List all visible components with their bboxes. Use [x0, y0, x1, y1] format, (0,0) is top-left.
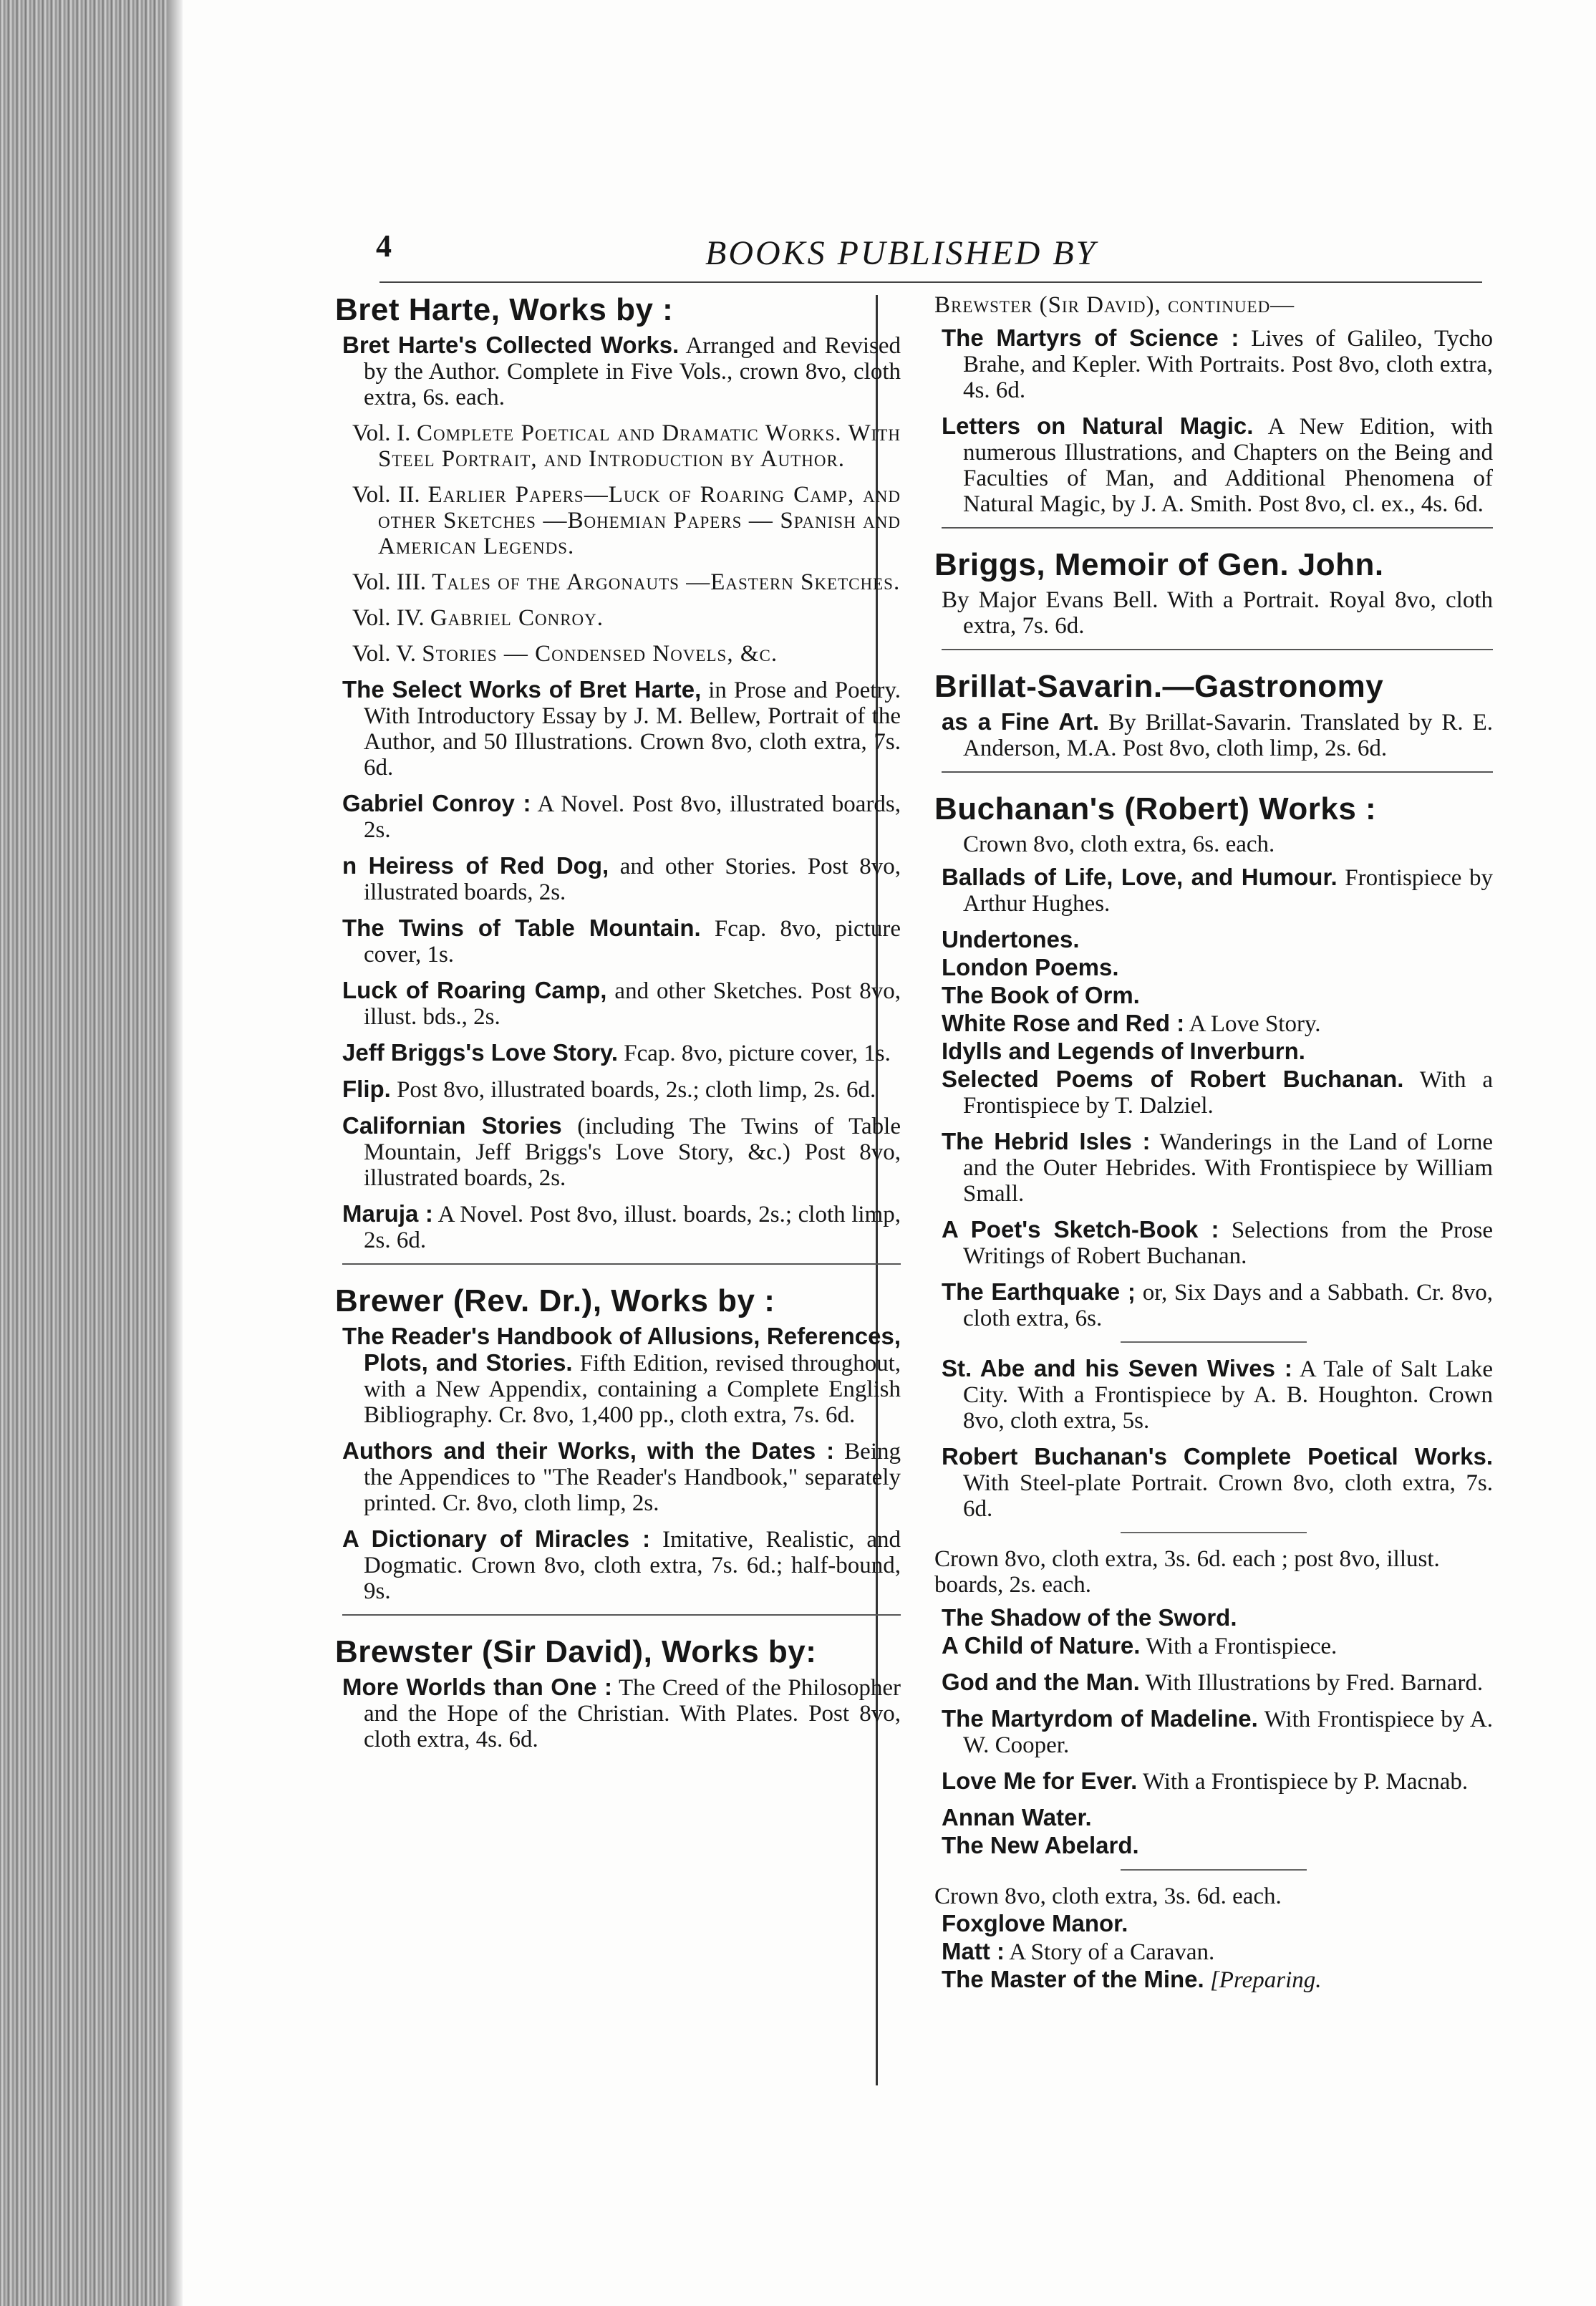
entry-love-me-for-ever [934, 1768, 1493, 1795]
entry-title: Letters on Natural Magic. [942, 413, 1254, 439]
entry-title: White Rose and Red : [942, 1010, 1185, 1036]
entry-child-of-nature [934, 1633, 1493, 1659]
entry-desc: (including The Twins of Table Mountain, Jeff Briggs's Love Story, &c.) Post 8vo, illustrated boards, 2s. [364, 1114, 901, 1191]
entry-title: The Martyrdom of Madeline. [942, 1705, 1258, 1732]
section-rule [942, 771, 1493, 773]
entry-title: St. Abe and his Seven Wives : [942, 1355, 1292, 1381]
entry-title: A Dictionary of Miracles : [342, 1525, 651, 1552]
entry-title: God and the Man. [942, 1669, 1140, 1695]
entry-title: A Child of Nature. [942, 1632, 1141, 1659]
entry-title: Luck of Roaring Camp, [342, 977, 607, 1003]
vol-text: Gabriel Conroy. [430, 605, 604, 631]
entry-earthquake [934, 1279, 1493, 1331]
entry-desc: and other Sketches. Post 8vo, illust. bds., 2s. [364, 978, 901, 1030]
entry-annan-water [934, 1805, 1493, 1831]
section-rule [342, 1614, 901, 1616]
entry-more-worlds [335, 1674, 901, 1752]
entry-desc: Selections from the Prose Writings of Robert Buchanan. [963, 1217, 1494, 1269]
entry-desc: With Steel-plate Portrait. Crown 8vo, cloth extra, 7s. 6d. [963, 1470, 1493, 1522]
entry-desc: With a Frontispiece. [1146, 1634, 1338, 1659]
entry-title: The Book of Orm. [942, 982, 1140, 1008]
section-rule [942, 527, 1493, 529]
entry-title: The Select Works of Bret Harte, [342, 676, 702, 703]
entry-title: The New Abelard. [942, 1832, 1139, 1858]
entry-gastronomy [934, 709, 1493, 761]
vol-text: Tales of the Argonauts —Eastern Sketches. [432, 569, 901, 595]
vol-text: Stories — Condensed Novels, &c. [422, 641, 778, 667]
entry-select-works [335, 677, 901, 781]
entry-vol-4 [335, 605, 901, 631]
entry-title: Matt : [942, 1938, 1005, 1964]
section-heading-brewster-continued: Brewster (Sir David), continued— [934, 292, 1295, 318]
section-heading-buchanan: Buchanan's (Robert) Works : [934, 791, 1377, 826]
entry-title: Robert Buchanan's Complete Poetical Works. [942, 1443, 1493, 1470]
entry-title: n Heiress of Red Dog, [342, 852, 609, 879]
entry-selected-poems [934, 1066, 1493, 1119]
entry-desc: With a Frontispiece by T. Dalziel. [963, 1067, 1494, 1119]
left-column [335, 292, 901, 1762]
entry-foxglove-manor [934, 1911, 1493, 1937]
entry-desc: Fifth Edition, revised throughout, with a New Appendix, containing a Complete English Bibliography. Cr. 8vo, 1,400 pp., cloth extra, 7s. 6d. [364, 1351, 901, 1428]
entry-dictionary-miracles [335, 1526, 901, 1604]
entry-desc: and other Stories. Post 8vo, illustrated boards, 2s. [364, 854, 901, 905]
entry-title: The Twins of Table Mountain. [342, 915, 701, 941]
entry-vol-3 [335, 569, 901, 595]
entry-desc: Imitative, Realistic, and Dogmatic. Crown 8vo, cloth extra, 7s. 6d.; half-bound, 9s. [364, 1527, 901, 1604]
entry-title: Californian Stories [342, 1112, 562, 1139]
entry-title: Foxglove Manor. [942, 1910, 1128, 1936]
vol-label: Vol. III. [352, 569, 426, 595]
entry-title: Maruja : [342, 1200, 433, 1227]
entry-title: as a Fine Art. [942, 708, 1100, 735]
entry-briggs-memoir [934, 587, 1493, 639]
vol-label: Vol. IV. [352, 605, 425, 631]
entry-readers-handbook [335, 1323, 901, 1428]
entry-title: The Shadow of the Sword. [942, 1604, 1237, 1631]
entry-title: The Hebrid Isles : [942, 1128, 1151, 1154]
section-heading-brewster: Brewster (Sir David), Works by: [335, 1634, 817, 1669]
entry-title: More Worlds than One : [342, 1674, 612, 1700]
entry-desc: A Story of a Caravan. [1009, 1939, 1215, 1965]
price-note: Crown 8vo, cloth extra, 3s. 6d. each ; post 8vo, illust. boards, 2s. each. [934, 1546, 1440, 1598]
section-heading-brillat-savarin: Brillat-Savarin.—Gastronomy [934, 669, 1384, 704]
section-rule [942, 649, 1493, 650]
entry-desc: A Tale of Salt Lake City. With a Frontispiece by A. B. Houghton. Crown 8vo, cloth extra, 5s. [963, 1356, 1493, 1434]
entry-desc: With Frontispiece by A. W. Cooper. [963, 1707, 1493, 1758]
entry-desc: A Novel. Post 8vo, illustrated boards, 2s. [364, 791, 901, 843]
entry-god-and-man [934, 1669, 1493, 1696]
entry-maruja [335, 1201, 901, 1253]
entry-title: Gabriel Conroy : [342, 790, 531, 816]
vol-label: Vol. I. [352, 420, 411, 446]
entry-title: A Poet's Sketch-Book : [942, 1216, 1219, 1243]
entry-desc: Being the Appendices to "The Reader's Handbook," separately printed. Cr. 8vo, cloth limp, 2s. [364, 1439, 901, 1516]
entry-title: Selected Poems of Robert Buchanan. [942, 1066, 1404, 1092]
section-heading-brewer: Brewer (Rev. Dr.), Works by : [335, 1283, 775, 1318]
entry-desc: in Prose and Poetry. With Introductory Essay by J. M. Bellew, Portrait of the Author, and 50 Illustrations. Crown 8vo, cloth extra, 7s. 6d. [364, 677, 901, 781]
entry-st-abe [934, 1356, 1493, 1434]
entry-book-of-orm [934, 983, 1493, 1009]
entry-desc: or, Six Days and a Sabbath. Cr. 8vo, cloth extra, 6s. [963, 1280, 1493, 1331]
entry-complete-poetical-works [934, 1444, 1493, 1522]
entry-desc: Lives of Galileo, Tycho Brahe, and Kepler. With Portraits. Post 8vo, cloth extra, 4s. 6d. [963, 326, 1494, 403]
entry-title: London Poems. [942, 954, 1119, 980]
vol-text: Complete Poetical and Dramatic Works. With Steel Portrait, and Introduction by Author. [378, 420, 901, 472]
entry-letters-natural-magic [934, 413, 1493, 517]
entry-title: The Reader's Handbook of Allusions, References, Plots, and Stories. [342, 1323, 901, 1376]
entry-martyrs-science [934, 325, 1493, 403]
entry-authors-works [335, 1438, 901, 1516]
section-heading-bret-harte: Bret Harte, Works by : [335, 292, 674, 327]
price-note: Crown 8vo, cloth extra, 6s. each. [963, 831, 1275, 857]
entry-desc: A Love Story. [1189, 1011, 1321, 1037]
entry-note: [Preparing. [1209, 1967, 1322, 1993]
entry-title: Bret Harte's Collected Works. [342, 332, 679, 358]
entry-vol-1 [335, 420, 901, 472]
entry-title: Authors and their Works, with the Dates : [342, 1437, 835, 1464]
entry-title: The Martyrs of Science : [942, 324, 1239, 351]
entry-matt [934, 1939, 1493, 1965]
running-head: BOOKS PUBLISHED BY [705, 234, 1098, 272]
entry-ballads [934, 864, 1493, 917]
entry-white-rose [934, 1010, 1493, 1037]
entry-new-abelard [934, 1833, 1493, 1859]
short-rule [1121, 1341, 1307, 1343]
vol-text: Earlier Papers—Luck of Roaring Camp, and other Sketches —Bohemian Papers — Spanish and American Legends. [378, 482, 901, 559]
entry-vol-2 [335, 482, 901, 559]
price-note: Crown 8vo, cloth extra, 3s. 6d. each. [934, 1883, 1282, 1909]
entry-master-of-mine [934, 1967, 1493, 1993]
entry-collected-works [335, 332, 901, 410]
book-page-edge [0, 0, 183, 2306]
entry-desc: With Illustrations by Fred. Barnard. [1145, 1670, 1484, 1696]
entry-title: Undertones. [942, 926, 1080, 952]
entry-flip [335, 1076, 901, 1103]
entry-undertones [934, 927, 1493, 953]
entry-desc: With a Frontispiece by P. Macnab. [1142, 1769, 1469, 1795]
short-rule [1121, 1869, 1307, 1871]
header-rule [379, 281, 1482, 283]
entry-twins-table-mountain [335, 915, 901, 968]
entry-desc: Frontispiece by Arthur Hughes. [963, 865, 1493, 917]
entry-desc: Post 8vo, illustrated boards, 2s.; cloth limp, 2s. 6d. [397, 1077, 876, 1103]
entry-desc: A New Edition, with numerous Illustrations, and Chapters on the Being and Faculties of Man, and Additional Phenomena of Natural Magic, by J. A. Smith. Post 8vo, cl. ex., 4s. 6d. [963, 414, 1494, 517]
entry-title: Idylls and Legends of Inverburn. [942, 1038, 1305, 1064]
entry-desc: Wanderings in the Land of Lorne and the Outer Hebrides. With Frontispiece by William Small. [963, 1129, 1493, 1207]
short-rule [1121, 1532, 1307, 1533]
entry-californian-stories [335, 1113, 901, 1191]
entry-desc: By Major Evans Bell. With a Portrait. Royal 8vo, cloth extra, 7s. 6d. [942, 587, 1493, 639]
entry-hebrid-isles [934, 1129, 1493, 1207]
entry-title: Love Me for Ever. [942, 1767, 1138, 1794]
entry-title: Flip. [342, 1076, 391, 1102]
entry-title: The Master of the Mine. [942, 1966, 1204, 1992]
entry-desc: Arranged and Revised by the Author. Complete in Five Vols., crown 8vo, cloth extra, 6s. each. [364, 333, 901, 410]
entry-martyrdom-madeline [934, 1706, 1493, 1758]
entry-title: Jeff Briggs's Love Story. [342, 1039, 618, 1066]
entry-title: Annan Water. [942, 1804, 1092, 1830]
entry-idylls [934, 1038, 1493, 1065]
entry-heiress-red-dog [335, 853, 901, 905]
entry-london-poems [934, 955, 1493, 981]
section-heading-briggs: Briggs, Memoir of Gen. John. [934, 547, 1384, 582]
entry-vol-5 [335, 641, 901, 667]
entry-desc: A Novel. Post 8vo, illust. boards, 2s.; cloth limp, 2s. 6d. [364, 1202, 901, 1253]
entry-title: Ballads of Life, Love, and Humour. [942, 864, 1338, 890]
entry-title: The Earthquake ; [942, 1278, 1136, 1305]
entry-jeff-briggs [335, 1040, 901, 1066]
right-column [934, 292, 1493, 2003]
entry-desc: Fcap. 8vo, picture cover, 1s. [624, 1041, 891, 1066]
entry-desc: Fcap. 8vo, picture cover, 1s. [364, 916, 901, 968]
entry-luck-roaring-camp [335, 978, 901, 1030]
section-rule [342, 1263, 901, 1265]
vol-label: Vol. II. [352, 482, 420, 508]
entry-poets-sketch-book [934, 1217, 1493, 1269]
entry-gabriel-conroy [335, 791, 901, 843]
vol-label: Vol. V. [352, 641, 416, 667]
entry-desc: By Brillat-Savarin. Translated by R. E. Anderson, M.A. Post 8vo, cloth limp, 2s. 6d. [963, 710, 1493, 761]
entry-shadow-sword [934, 1605, 1493, 1631]
page-number: 4 [376, 228, 392, 264]
entry-desc: The Creed of the Philosopher and the Hope of the Christian. With Plates. Post 8vo, cloth extra, 4s. 6d. [364, 1675, 901, 1752]
